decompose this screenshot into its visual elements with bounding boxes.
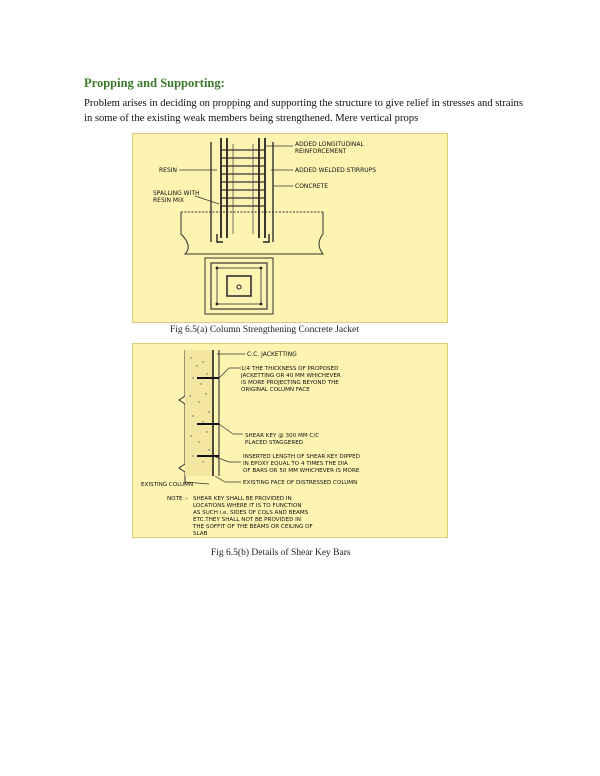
note-line-4: ETC.THEY SHALL NOT BE PROVIDED IN: [193, 517, 301, 523]
label-spalling-1: SPALLING WITH: [153, 190, 200, 197]
label-shear-key-1: SHEAR KEY @ 300 MM C/C: [245, 433, 320, 439]
label-inserted-3: OF BARS OR 50 MM WHICHEVER IS MORE: [243, 468, 360, 474]
label-thickness-2: JACKETTING OR 40 MM WHICHEVER: [241, 373, 341, 379]
column-jacket-drawing: [133, 134, 447, 322]
note-label: NOTE :-: [167, 496, 189, 502]
hook-right: [263, 234, 269, 242]
existing-column-edge: [179, 350, 185, 484]
label-thickness-4: ORIGINAL COLUMN FACE: [241, 387, 310, 393]
body-paragraph: Problem arises in deciding on propping and supporting the structure to give relief in stresses and strains in some of the existing weak members being strengthened. Mere vertical props: [84, 98, 523, 124]
label-resin: RESIN: [159, 167, 178, 174]
note-line-5: THE SOFFIT OF THE BEAMS OR CEILING OF: [193, 524, 313, 530]
hook-left: [217, 234, 223, 242]
label-inserted-1: INSERTED LENGTH OF SHEAR KEY DIPPED: [243, 454, 360, 460]
figure-shear-key: [132, 343, 448, 538]
label-shear-key-2: PLACED STAGGERED: [245, 440, 304, 446]
label-spalling-2: RESIN MIX: [153, 197, 184, 204]
figure-column-jacket: [132, 133, 448, 323]
caption-figure-a: Fig 6.5(a) Column Strengthening Concrete Jacket: [170, 325, 359, 335]
note-line-1: SHEAR KEY SHALL BE PROVIDED IN: [193, 496, 292, 502]
note-line-2: LOCATIONS WHERE IT IS TO FUNCTION: [193, 503, 302, 509]
label-long-reinf-1: ADDED LONGITUDINAL: [295, 141, 364, 148]
label-existing-face: EXISTING FACE OF DISTRESSED COLUMN: [243, 480, 358, 486]
label-thickness-1: 1/4 THE THICKNESS OF PROPOSED: [241, 366, 339, 372]
label-existing-column: EXISTING COLUMN: [141, 482, 194, 488]
label-inserted-2: IN EPOXY EQUAL TO 4 TIMES THE DIA: [243, 461, 348, 467]
caption-figure-b: Fig 6.5(b) Details of Shear Key Bars: [211, 548, 351, 558]
label-thickness-3: IS MORE PROJECTING BEYOND THE: [241, 380, 339, 386]
section-heading: Propping and Supporting:: [84, 76, 225, 90]
label-long-reinf-2: REINFORCEMENT: [295, 148, 347, 155]
note-line-6: SLAB: [193, 531, 208, 537]
label-stirrups: ADDED WELDED STIRRUPS: [295, 167, 377, 174]
label-concrete: CONCRETE: [295, 183, 329, 190]
foundation-outline: [181, 212, 323, 254]
label-cc-jacketing: C.C. JACKETTING: [247, 351, 297, 358]
note-line-3: AS SUCH i.e. SIDES OF COLS AND BEAMS: [193, 510, 309, 516]
plan-section: [205, 258, 273, 314]
jacket-concrete: [185, 350, 213, 476]
shear-key-drawing: [133, 344, 447, 537]
